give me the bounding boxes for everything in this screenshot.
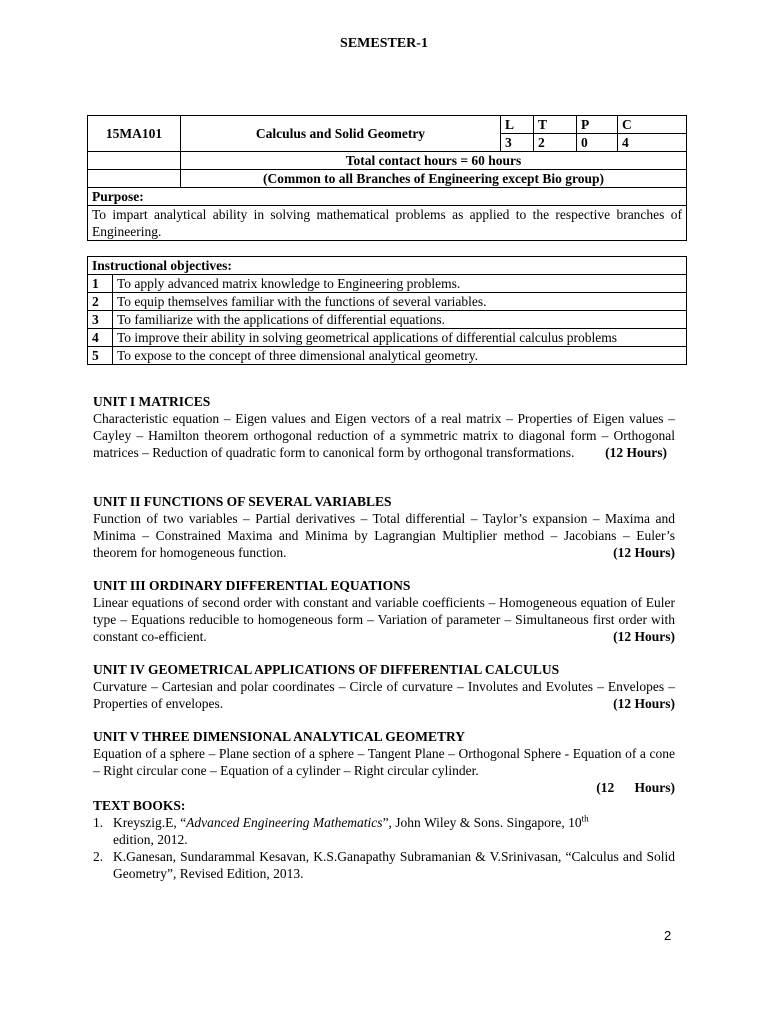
textbooks-heading: TEXT BOOKS: bbox=[93, 798, 186, 813]
unit-hours: (12 Hours) bbox=[613, 696, 675, 711]
common-note: (Common to all Branches of Engineering except Bio group) bbox=[181, 170, 687, 188]
objective-text: To familiarize with the applications of differential equations. bbox=[113, 311, 687, 329]
unit-title: UNIT IV GEOMETRICAL APPLICATIONS OF DIFFERENTIAL CALCULUS bbox=[93, 662, 560, 677]
unit-title: UNIT V THREE DIMENSIONAL ANALYTICAL GEOMETRY bbox=[93, 729, 466, 744]
ltpc-value-l: 3 bbox=[501, 134, 534, 152]
ltpc-value-t: 2 bbox=[534, 134, 577, 152]
ltpc-header-t: T bbox=[534, 116, 577, 134]
objective-num: 5 bbox=[88, 347, 113, 365]
textbook-item bbox=[93, 848, 675, 882]
unit-body: Function of two variables – Partial derivatives – Total differential – Taylor’s expansion – Maxima and Minima – Constrained Maxima and Minima by Lagrangian Multiplier method – Jacobians – Euler’s theorem for homogeneous function. (12 Hours) bbox=[93, 511, 675, 560]
objective-text: To equip themselves familiar with the functions of several variables. bbox=[113, 293, 687, 311]
unit-title: UNIT I MATRICES bbox=[93, 394, 211, 409]
page-heading: SEMESTER-1 bbox=[340, 36, 428, 51]
unit-1 bbox=[93, 394, 675, 461]
unit-title: UNIT III ORDINARY DIFFERENTIAL EQUATIONS bbox=[93, 578, 411, 593]
textbook-num: 1. bbox=[93, 815, 104, 830]
unit-body: Characteristic equation – Eigen values and Eigen vectors of a real matrix – Properties of Eigen values – Cayley – Hamilton theorem orthogonal reduction of a symmetric matrix to diagonal form – Orthogonal matrices – Reduction of quadratic form to canonical form by orthogonal transformations. (12 Hours) bbox=[93, 411, 675, 460]
unit-body: Linear equations of second order with constant and variable coefficients – Homogeneous equation of Euler type – Equations reducible to homogeneous form – Variation of parameter – Simultaneous first order with constant co-efficient. (12 Hours) bbox=[93, 595, 675, 644]
unit-body: Curvature – Cartesian and polar coordinates – Circle of curvature – Involutes and Evolutes – Envelopes – Properties of envelopes. (12 Hours) bbox=[93, 679, 675, 711]
textbook-text: K.Ganesan, Sundarammal Kesavan, K.S.Ganapathy Subramanian & V.Srinivasan, “Calculus and Solid Geometry”, Revised Edition, 2013. bbox=[113, 849, 675, 881]
unit-title: UNIT II FUNCTIONS OF SEVERAL VARIABLES bbox=[93, 494, 392, 509]
contact-hours: Total contact hours = 60 hours bbox=[181, 152, 687, 170]
objective-num: 4 bbox=[88, 329, 113, 347]
course-table bbox=[87, 115, 687, 241]
course-title: Calculus and Solid Geometry bbox=[181, 116, 501, 152]
ltpc-value-c: 4 bbox=[618, 134, 687, 152]
unit-4 bbox=[93, 662, 675, 712]
ltpc-header-p: P bbox=[577, 116, 618, 134]
objective-text: To apply advanced matrix knowledge to Engineering problems. bbox=[113, 275, 687, 293]
unit-hours: (12 Hours) bbox=[605, 445, 667, 460]
unit-body: Equation of a sphere – Plane section of a sphere – Tangent Plane – Orthogonal Sphere - Equation of a cone – Right circular cone – Equation of a cylinder – Right circular cylinder. bbox=[93, 746, 675, 778]
purpose-text: To impart analytical ability in solving mathematical problems as applied to the respective branches of Engineering. bbox=[88, 206, 687, 241]
unit-hours: (12 Hours) bbox=[613, 629, 675, 644]
page-number: 2 bbox=[664, 928, 672, 943]
unit-hours: (12 Hours) bbox=[613, 545, 675, 560]
ltpc-header-l: L bbox=[501, 116, 534, 134]
unit-2 bbox=[93, 494, 675, 561]
objectives-label: Instructional objectives: bbox=[88, 257, 687, 275]
unit-hours: (12 Hours) bbox=[596, 780, 675, 795]
objective-num: 2 bbox=[88, 293, 113, 311]
unit-5 bbox=[93, 729, 675, 796]
objective-text: To improve their ability in solving geometrical applications of differential calculus problems bbox=[113, 329, 687, 347]
ltpc-value-p: 0 bbox=[577, 134, 618, 152]
unit-3 bbox=[93, 578, 675, 645]
objective-num: 3 bbox=[88, 311, 113, 329]
ltpc-header-c: C bbox=[618, 116, 687, 134]
objective-text: To expose to the concept of three dimensional analytical geometry. bbox=[113, 347, 687, 365]
textbooks-section bbox=[93, 797, 675, 882]
textbook-text: Kreyszig.E, “Advanced Engineering Mathematics”, John Wiley & Sons. Singapore, 10th edition, 2012. bbox=[113, 813, 589, 847]
objectives-table bbox=[87, 256, 687, 365]
objective-num: 1 bbox=[88, 275, 113, 293]
course-code: 15MA101 bbox=[88, 116, 181, 152]
purpose-label: Purpose: bbox=[88, 188, 687, 206]
textbook-item bbox=[93, 814, 675, 848]
textbook-num: 2. bbox=[93, 849, 104, 864]
